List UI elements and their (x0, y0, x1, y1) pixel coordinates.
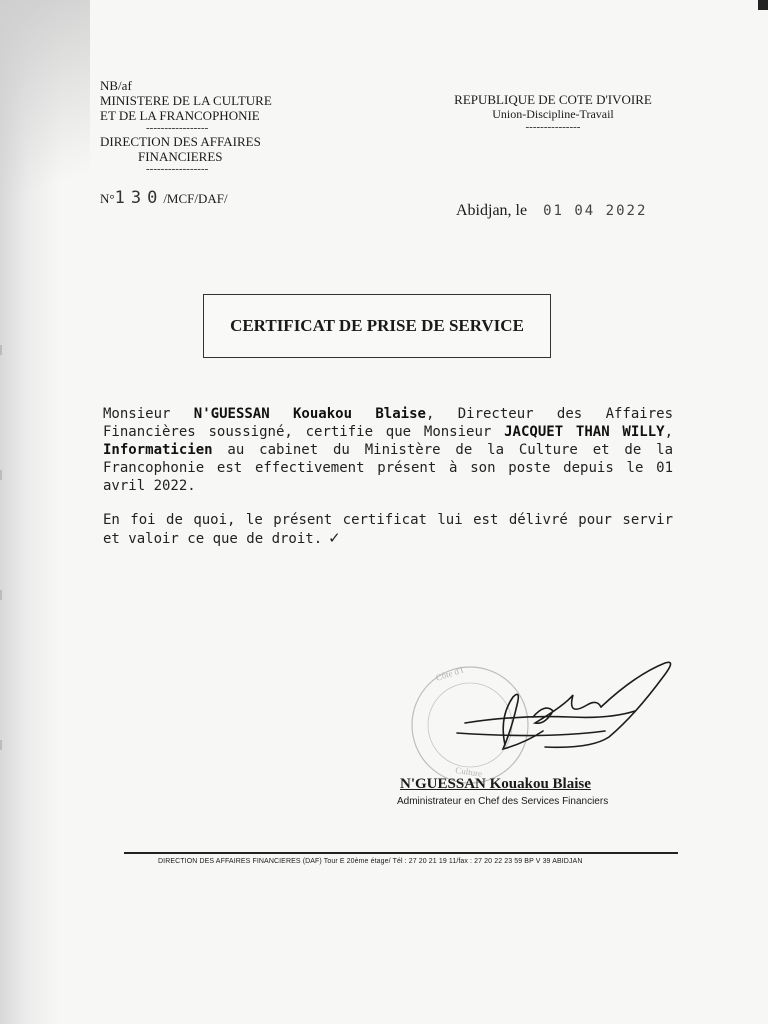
margin-tick (0, 740, 2, 750)
scan-shadow-top (0, 0, 90, 260)
footer-divider (124, 852, 678, 854)
stamp-text-top: Côte d'I (434, 664, 465, 683)
date-place: Abidjan, le (456, 202, 528, 219)
stamp-and-signature (395, 645, 695, 785)
employee-name: JACQUET THAN WILLY (504, 424, 665, 440)
signatory-title: Administrateur en Chef des Services Financiers (397, 796, 609, 807)
margin-tick (0, 345, 2, 355)
check-mark-icon: ✓ (328, 529, 341, 547)
date-stamp: 01 04 2022 (543, 203, 648, 219)
reference-value: 130 (114, 188, 164, 208)
handwritten-signature-icon (457, 662, 671, 749)
body-text-segment: au cabinet du Ministère de la Culture et de la Francophonie est effectivement présent à son poste depuis le 01 avril 2022. (103, 442, 673, 494)
margin-tick (0, 590, 2, 600)
initials: NB/af (100, 78, 132, 93)
direction-line-1: DIRECTION DES AFFAIRES (100, 134, 261, 149)
national-motto: Union-Discipline-Travail (492, 107, 614, 121)
signatory-name: N'GUESSAN Kouakou Blaise (400, 776, 591, 792)
document-title (203, 294, 551, 358)
separator-dashes: ----------------- (146, 122, 209, 134)
reference-prefix: N° (100, 191, 115, 206)
official-stamp-icon (412, 665, 528, 783)
body-paragraph-1 (103, 405, 673, 495)
ministry-line-1: MINISTERE DE LA CULTURE (100, 93, 272, 108)
header-right (438, 92, 668, 133)
ministry-line-2: ET DE LA FRANCOPHONIE (100, 108, 260, 123)
employee-role: Informaticien (103, 442, 213, 458)
director-name: N'GUESSAN Kouakou Blaise (193, 406, 426, 422)
separator-dashes: ----------------- (146, 163, 209, 175)
direction-line-2: FINANCIERES (138, 149, 223, 164)
country-name: REPUBLIQUE DE COTE D'IVOIRE (454, 92, 652, 107)
header-left (100, 78, 272, 175)
document-title-text: CERTIFICAT DE PRISE DE SERVICE (230, 316, 524, 335)
body-paragraph-2 (103, 511, 673, 548)
certificate-body (103, 405, 673, 564)
separator-dashes: --------------- (525, 121, 581, 133)
scan-corner-mark (758, 0, 768, 10)
reference-number (100, 188, 228, 208)
margin-tick (0, 470, 2, 480)
stamp-text-bottom: Culture (454, 765, 483, 779)
reference-suffix: /MCF/DAF/ (163, 191, 228, 206)
footer-address: DIRECTION DES AFFAIRES FINANCIERES (DAF) Tour E 20ème étage/ Tél : 27 20 21 19 11/fax : 27 20 22 23 59 BP V 39 ABIDJAN (158, 858, 583, 865)
body-text-segment: , (664, 424, 674, 440)
body-text-segment: En foi de quoi, le présent certificat lui est délivré pour servir et valoir ce que de droit. (103, 512, 673, 547)
date-line (456, 202, 647, 220)
body-text-segment: , Directeur des Affaires Financières soussigné, certifie que Monsieur (103, 406, 674, 440)
body-text-segment: Monsieur (103, 406, 194, 422)
